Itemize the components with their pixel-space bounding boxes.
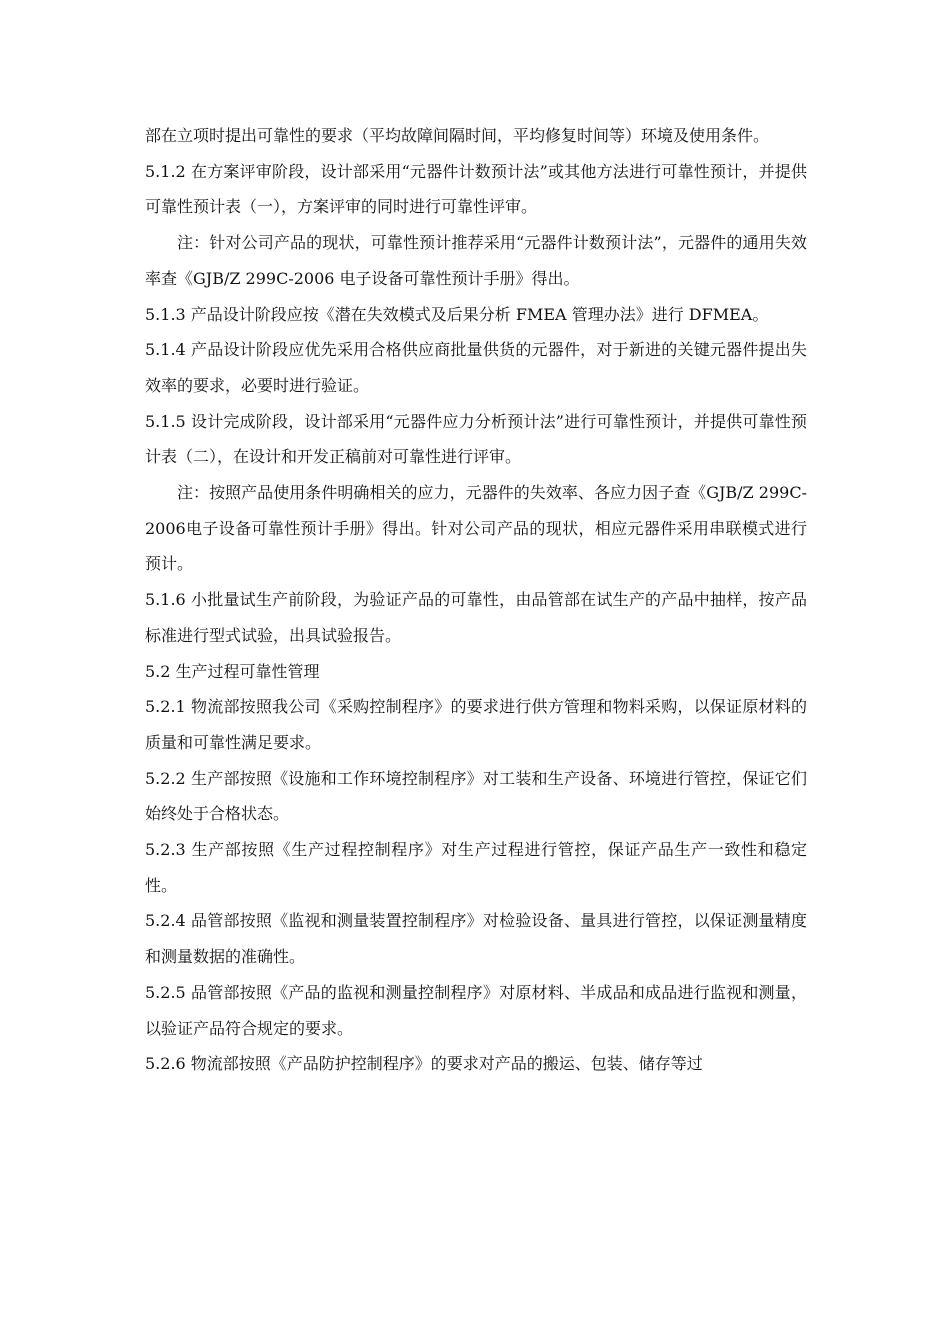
paragraph-523: 5.2.3 生产部按照《生产过程控制程序》对生产过程进行管控，保证产品生产一致性和稳定性。 bbox=[145, 840, 807, 895]
paragraph-516: 5.1.6 小批量试生产前阶段，为验证产品的可靠性，由品管部在试生产的产品中抽样，按产品标准进行型式试验，出具试验报告。 bbox=[145, 590, 807, 645]
paragraph-524: 5.2.4 品管部按照《监视和测量装置控制程序》对检验设备、量具进行管控，以保证测量精度和测量数据的准确性。 bbox=[145, 911, 807, 967]
document-page bbox=[145, 118, 807, 1082]
paragraph-515: 5.1.5 设计完成阶段，设计部采用“元器件应力分析预计法”进行可靠性预计，并提供可靠性预计表（二），在设计和开发正稿前对可靠性进行评审。 bbox=[145, 411, 807, 467]
paragraph-521: 5.2.1 物流部按照我公司《采购控制程序》的要求进行供方管理和物料采购，以保证原材料的质量和可靠性满足要求。 bbox=[145, 697, 807, 752]
section-heading-5-2: 5.2 生产过程可靠性管理 bbox=[145, 661, 320, 681]
paragraph-513: 5.1.3 产品设计阶段应按《潜在失效模式及后果分析 FMEA 管理办法》进行 DFMEA。 bbox=[145, 304, 769, 324]
paragraph-512-note: 注：针对公司产品的现状，可靠性预计推荐采用“元器件计数预计法”，元器件的通用失效率查《GJB/Z 299C-2006 电子设备可靠性预计手册》得出。 bbox=[145, 233, 807, 288]
paragraph-522: 5.2.2 生产部按照《设施和工作环境控制程序》对工装和生产设备、环境进行管控，保证它们始终处于合格状态。 bbox=[145, 768, 807, 824]
paragraph-515-note: 注：按照产品使用条件明确相关的应力，元器件的失效率、各应力因子查《GJB/Z 299C-2006电子设备可靠性预计手册》得出。针对公司产品的现状，相应元器件采用串联模式进行预计。 bbox=[145, 483, 807, 574]
paragraph-525: 5.2.5 品管部按照《产品的监视和测量控制程序》对原材料、半成品和成品进行监视和测量，以验证产品符合规定的要求。 bbox=[145, 982, 807, 1038]
paragraph-514: 5.1.4 产品设计阶段应优先采用合格供应商批量供货的元器件，对于新进的关键元器件提出失效率的要求，必要时进行验证。 bbox=[145, 340, 807, 395]
paragraph-526: 5.2.6 物流部按照《产品防护控制程序》的要求对产品的搬运、包装、储存等过 bbox=[145, 1054, 703, 1074]
paragraph-511-continued: 部在立项时提出可靠性的要求（平均故障间隔时间，平均修复时间等）环境及使用条件。 bbox=[145, 126, 770, 145]
paragraph-512: 5.1.2 在方案评审阶段，设计部采用“元器件计数预计法”或其他方法进行可靠性预计，并提供可靠性预计表（一），方案评审的同时进行可靠性评审。 bbox=[145, 161, 807, 217]
